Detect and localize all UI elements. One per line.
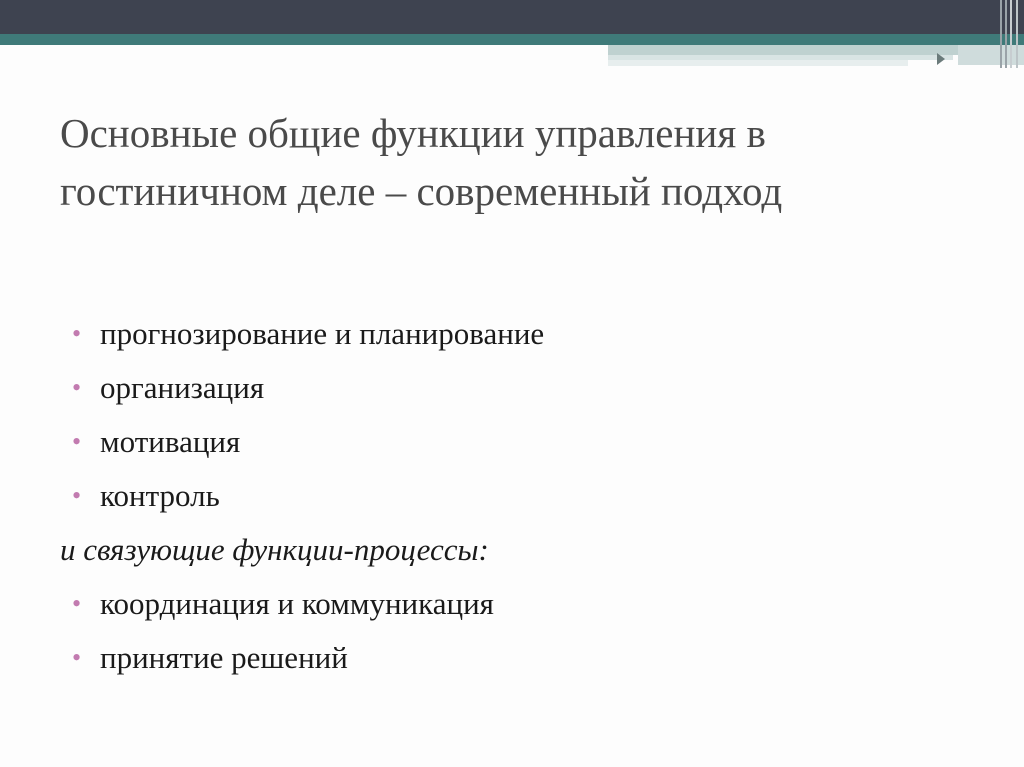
bullet-icon: • (72, 373, 82, 402)
header-band-teal (0, 34, 1024, 45)
list-item (60, 636, 960, 690)
slide-title: Основные общие функции управления в гостиничном деле – современный подход (60, 110, 783, 214)
bullet-icon: • (72, 319, 82, 348)
header-stripe (1016, 0, 1018, 68)
list-item (60, 366, 960, 420)
list-item (60, 474, 960, 528)
header-stripe (1010, 0, 1012, 68)
list-item-text: принятие решений (100, 640, 348, 675)
list-item-text: организация (100, 370, 265, 405)
subheading: и связующие функции-процессы: (60, 532, 489, 567)
header-band-dark (0, 0, 1024, 34)
list-item-text: прогнозирование и планирование (100, 316, 545, 351)
header-stripe (1000, 0, 1002, 68)
list-item (60, 582, 960, 636)
header-band-light-3 (608, 60, 908, 66)
bullet-icon: • (72, 427, 82, 456)
header-band-right (958, 45, 1024, 65)
decorative-triangle-icon (937, 53, 945, 65)
list-item (60, 312, 960, 366)
slide-body (60, 312, 960, 690)
bullet-icon: • (72, 481, 82, 510)
list-item-text: мотивация (100, 424, 241, 459)
list-item-text: контроль (100, 478, 220, 513)
header-stripe (1005, 0, 1007, 68)
bullet-icon: • (72, 589, 82, 618)
list-item-text: координация и коммуникация (100, 586, 494, 621)
bullet-icon: • (72, 643, 82, 672)
list-item (60, 420, 960, 474)
